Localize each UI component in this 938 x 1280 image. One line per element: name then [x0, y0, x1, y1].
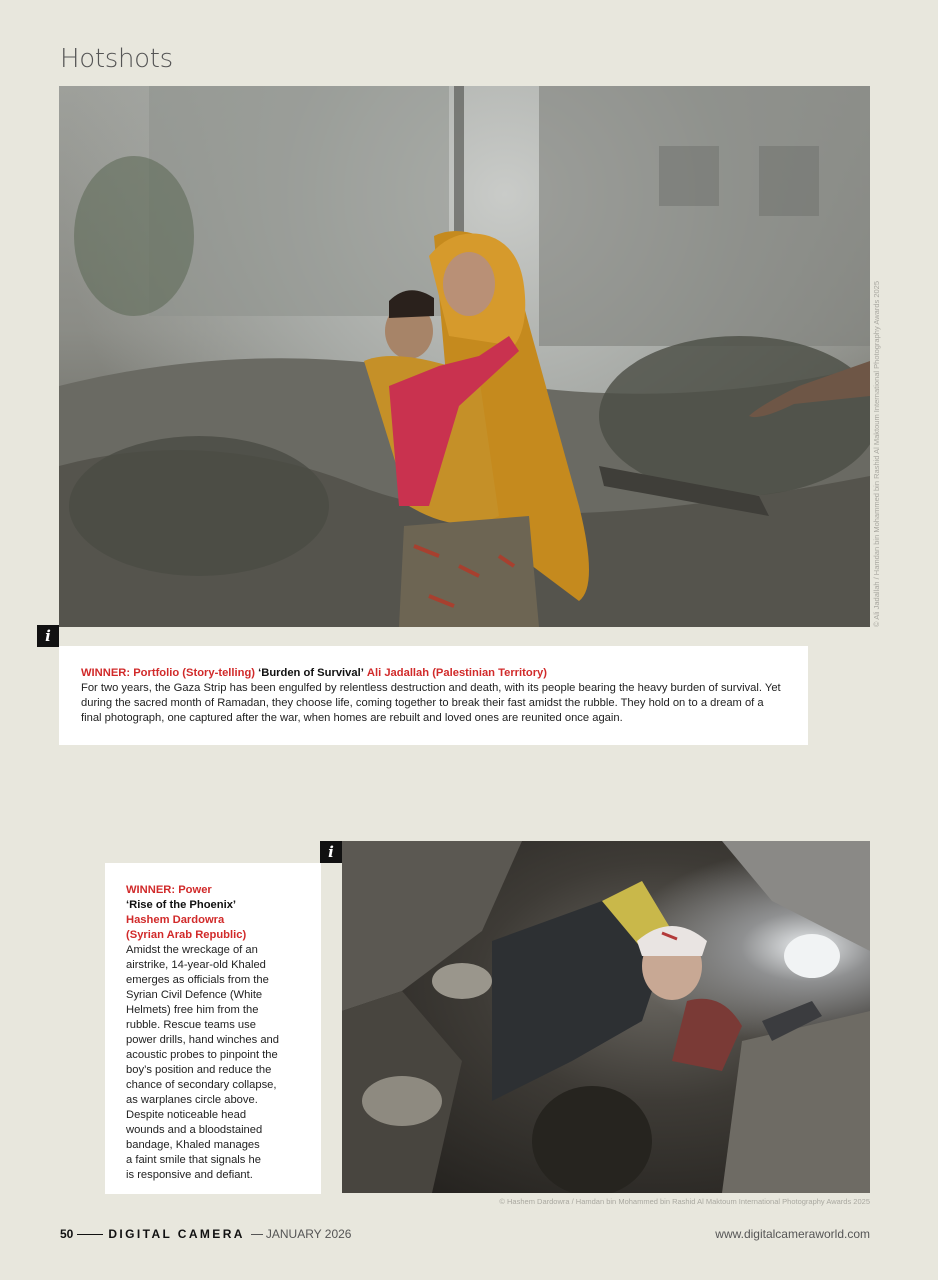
award-label: WINNER: Portfolio (Story-telling) [81, 667, 256, 679]
caption-line: boy’s position and reduce the [126, 1064, 272, 1076]
caption-line: chance of secondary collapse, [126, 1079, 277, 1091]
photo-burden-of-survival [59, 86, 870, 627]
caption-line: as warplanes circle above. [126, 1094, 258, 1106]
info-icon[interactable]: i [320, 841, 342, 863]
photo-illustration [342, 841, 870, 1193]
caption-line: bandage, Khaled manages [126, 1139, 260, 1151]
award-label: WINNER: Power [126, 884, 212, 896]
caption-line: acoustic probes to pinpoint the [126, 1049, 278, 1061]
section-title: Hotshots [60, 44, 173, 74]
caption-line: emerges as officials from the [126, 974, 269, 986]
photographer-country: (Syrian Arab Republic) [126, 929, 247, 941]
page-footer [60, 1227, 870, 1241]
photographer: Ali Jadallah (Palestinian Territory) [366, 667, 548, 679]
photo1-credit: © Ali Jadallah / Hamdan bin Mohammed bin Rashid Al Maktoum International Photography Awards 2025 [872, 280, 881, 627]
photo-illustration [59, 86, 870, 627]
caption-line: a faint smile that signals he [126, 1154, 261, 1166]
photo-rise-of-the-phoenix [342, 841, 870, 1193]
caption-rise-of-the-phoenix [105, 863, 321, 1194]
page-number: 50 [60, 1227, 74, 1241]
caption-line: Syrian Civil Defence (White [126, 989, 263, 1001]
footer-rule [77, 1234, 103, 1235]
website-url[interactable]: www.digitalcameraworld.com [715, 1227, 870, 1241]
photo-title: ‘Burden of Survival’ [258, 667, 364, 679]
caption-line: airstrike, 14-year-old Khaled [126, 959, 266, 971]
caption-line: Despite noticeable head [126, 1109, 247, 1121]
caption-line: Amidst the wreckage of an [126, 944, 258, 956]
magazine-name: DIGITAL CAMERA [108, 1227, 245, 1241]
caption-line: rubble. Rescue teams use [126, 1019, 256, 1031]
caption-line: wounds and a bloodstained [126, 1124, 263, 1136]
caption-line: power drills, hand winches and [126, 1034, 279, 1046]
info-icon[interactable]: i [37, 625, 59, 647]
photographer-name: Hashem Dardowra [126, 914, 225, 926]
footer-rule [251, 1234, 263, 1235]
photo-title: ‘Rise of the Phoenix’ [126, 899, 237, 911]
caption-line: Helmets) free him from the [126, 1004, 259, 1016]
issue-date: JANUARY 2026 [265, 1227, 352, 1241]
caption-burden-of-survival [59, 646, 808, 745]
photo2-credit: © Hashem Dardowra / Hamdan bin Mohammed bin Rashid Al Maktoum International Photography Awards 2025 [499, 1197, 870, 1206]
caption-body: For two years, the Gaza Strip has been engulfed by relentless destruction and death, with its people bearing the heavy burden of survival. Yet during the sacred month of Ramadan, they choose life, coming together to break their fast amidst the rubble. They hold on to a dream of a final photograph, one captured after the war, when homes are rebuilt and loved ones are reunited once again. [81, 682, 781, 724]
caption-line: is responsive and defiant. [126, 1169, 253, 1181]
